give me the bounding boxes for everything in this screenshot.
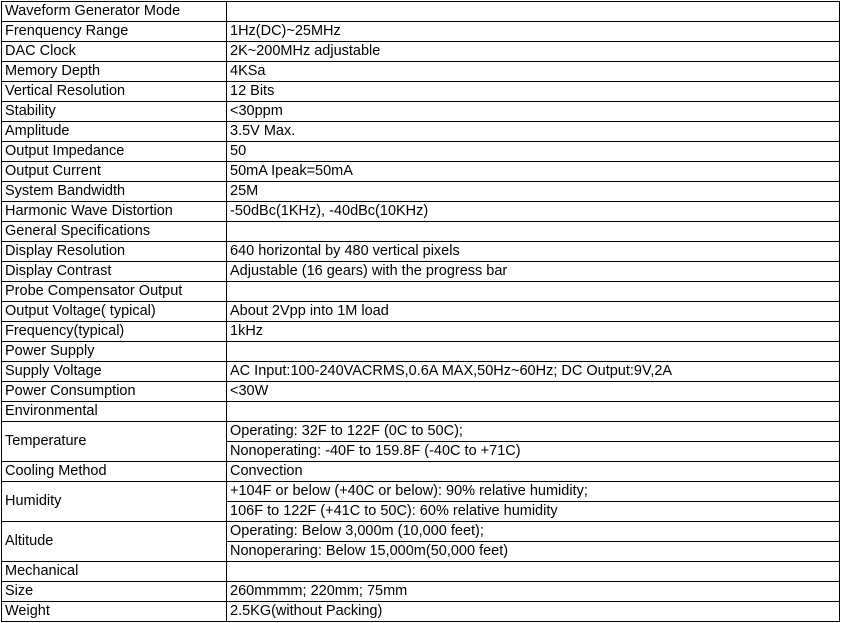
spec-table-body [2,2,840,622]
section-header-row [2,222,840,242]
spec-label: Memory Depth [2,62,227,82]
spec-row [2,522,840,542]
spec-value: Convection [227,462,840,482]
spec-value: 4KSa [227,62,840,82]
spec-label: Output Impedance [2,142,227,162]
spec-label: Display Resolution [2,242,227,262]
spec-value: Nonoperating: -40F to 159.8F (-40C to +71C) [227,442,840,462]
section-title: General Specifications [2,222,227,242]
section-title: Mechanical [2,562,227,582]
spec-row [2,602,840,622]
spec-value: 1kHz [227,322,840,342]
spec-value: About 2Vpp into 1M load [227,302,840,322]
section-empty-cell [227,222,840,242]
section-header-row [2,342,840,362]
spec-row [2,462,840,482]
spec-label: Cooling Method [2,462,227,482]
section-title: Probe Compensator Output [2,282,227,302]
spec-row [2,62,840,82]
section-header-row [2,2,840,22]
spec-label: Amplitude [2,122,227,142]
spec-value: <30W [227,382,840,402]
spec-value: Adjustable (16 gears) with the progress bar [227,262,840,282]
spec-value: AC Input:100-240VACRMS,0.6A MAX,50Hz~60Hz; DC Output:9V,2A [227,362,840,382]
spec-row [2,302,840,322]
spec-value: 25M [227,182,840,202]
spec-value: 106F to 122F (+41C to 50C): 60% relative humidity [227,502,840,522]
spec-value: +104F or below (+40C or below): 90% relative humidity; [227,482,840,502]
spec-label: Output Current [2,162,227,182]
spec-row [2,162,840,182]
spec-row [2,82,840,102]
section-header-row [2,562,840,582]
spec-label: Harmonic Wave Distortion [2,202,227,222]
spec-value: 50mA Ipeak=50mA [227,162,840,182]
spec-value: Operating: Below 3,000m (10,000 feet); [227,522,840,542]
section-empty-cell [227,562,840,582]
section-header-row [2,282,840,302]
spec-label: Vertical Resolution [2,82,227,102]
section-empty-cell [227,282,840,302]
spec-row [2,382,840,402]
spec-value: 2K~200MHz adjustable [227,42,840,62]
spec-row [2,22,840,42]
spec-label: Frequency(typical) [2,322,227,342]
section-empty-cell [227,2,840,22]
section-empty-cell [227,342,840,362]
spec-label: Humidity [2,482,227,522]
spec-value: 12 Bits [227,82,840,102]
spec-value: 260mmmm; 220mm; 75mm [227,582,840,602]
spec-row [2,422,840,442]
spec-label: DAC Clock [2,42,227,62]
spec-label: Weight [2,602,227,622]
spec-label: Temperature [2,422,227,462]
spec-row [2,102,840,122]
spec-value: 1Hz(DC)~25MHz [227,22,840,42]
spec-value: 50 [227,142,840,162]
spec-row [2,362,840,382]
spec-row [2,122,840,142]
spec-label: System Bandwidth [2,182,227,202]
spec-label: Stability [2,102,227,122]
spec-value: Nonoperaring: Below 15,000m(50,000 feet) [227,542,840,562]
spec-row [2,582,840,602]
spec-row [2,42,840,62]
section-title: Power Supply [2,342,227,362]
spec-row [2,182,840,202]
spec-value: 3.5V Max. [227,122,840,142]
spec-value: -50dBc(1KHz), -40dBc(10KHz) [227,202,840,222]
spec-row [2,482,840,502]
spec-row [2,322,840,342]
spec-value: 640 horizontal by 480 vertical pixels [227,242,840,262]
spec-row [2,202,840,222]
spec-label: Supply Voltage [2,362,227,382]
spec-value: <30ppm [227,102,840,122]
section-title: Waveform Generator Mode [2,2,227,22]
section-header-row [2,402,840,422]
spec-row [2,242,840,262]
spec-label: Frenquency Range [2,22,227,42]
section-title: Environmental [2,402,227,422]
spec-value: Operating: 32F to 122F (0C to 50C); [227,422,840,442]
spec-label: Display Contrast [2,262,227,282]
spec-label: Power Consumption [2,382,227,402]
spec-label: Output Voltage( typical) [2,302,227,322]
spec-value: 2.5KG(without Packing) [227,602,840,622]
spec-label: Altitude [2,522,227,562]
section-empty-cell [227,402,840,422]
spec-row [2,142,840,162]
spec-label: Size [2,582,227,602]
spec-table [1,1,840,622]
spec-row [2,262,840,282]
